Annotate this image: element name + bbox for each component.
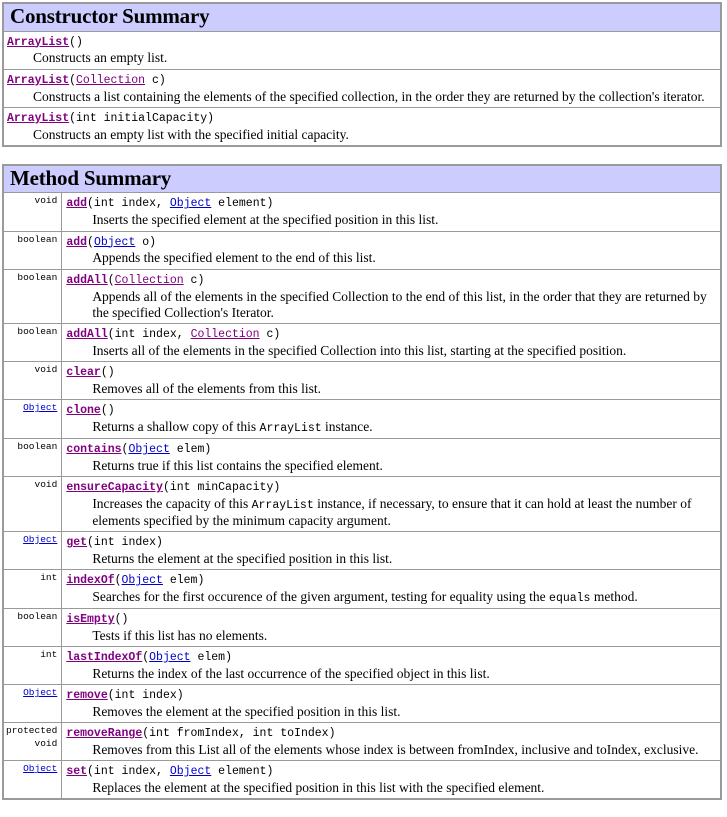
method-row (3, 362, 721, 400)
return-type-text: void (34, 479, 58, 491)
method-signature (66, 404, 114, 417)
constructor-entry (3, 107, 721, 146)
method-rows (3, 193, 721, 800)
member-name-link[interactable]: addAll (66, 273, 108, 287)
description-text: Removes all of the elements from this list. (92, 381, 322, 397)
method-row (3, 231, 721, 269)
signature-text: (int initialCapacity) (69, 111, 215, 125)
member-description (66, 666, 717, 682)
member-name-link[interactable]: indexOf (66, 574, 115, 588)
signature-text: c) (183, 273, 205, 287)
method-detail-cell (62, 438, 721, 476)
constructor-row (3, 69, 721, 107)
signature-text: element) (211, 197, 274, 211)
description-text: Removes the element at the specified position in this list. (92, 704, 401, 720)
member-name-link[interactable]: contains (66, 442, 122, 456)
method-detail-cell (62, 723, 721, 761)
method-detail-cell (62, 685, 721, 723)
member-name-link[interactable]: ArrayList (7, 111, 70, 125)
method-row (3, 761, 721, 800)
method-row (3, 323, 721, 361)
member-description (66, 381, 717, 397)
constructor-row (3, 107, 721, 146)
member-name-link[interactable]: clone (66, 404, 101, 418)
member-description (66, 589, 717, 606)
method-signature (7, 74, 166, 87)
return-type-cell (3, 323, 62, 361)
constructor-rows (3, 31, 721, 146)
member-name-link[interactable]: isEmpty (66, 612, 115, 626)
method-row (3, 570, 721, 609)
member-name-link[interactable]: lastIndexOf (66, 650, 143, 664)
member-name-link[interactable]: clear (66, 366, 101, 380)
param-type-link[interactable]: Object (169, 765, 212, 779)
method-detail-cell (62, 570, 721, 609)
method-row (3, 685, 721, 723)
description-text: Appends the specified element to the end of this list. (92, 250, 376, 266)
method-signature (66, 443, 211, 456)
method-signature (7, 36, 83, 49)
description-text: Constructs an empty list with the specified initial capacity. (33, 126, 349, 142)
description-text: Appends all of the elements in the specified Collection to the end of this list, in the order that they are returned by the specified Collection's Iterator. (92, 288, 707, 320)
member-description (66, 419, 717, 436)
method-signature (66, 366, 114, 379)
member-description (66, 250, 717, 266)
param-type-link[interactable]: Object (128, 442, 170, 456)
signature-text: ) (76, 35, 83, 49)
method-row (3, 438, 721, 476)
signature-text: (int index, (87, 765, 170, 779)
method-signature (66, 574, 204, 587)
return-type-link[interactable]: Object (23, 687, 58, 699)
method-row (3, 608, 721, 646)
member-name-link[interactable]: ensureCapacity (66, 481, 163, 495)
signature-text: ( (69, 73, 77, 87)
member-name-link[interactable]: addAll (66, 327, 108, 341)
inline-code: ArrayList (251, 499, 314, 513)
return-type-cell (3, 608, 62, 646)
param-type-link[interactable]: Collection (76, 73, 146, 87)
return-type-text: boolean (17, 610, 58, 622)
member-description (66, 628, 717, 644)
method-detail-cell (62, 646, 721, 684)
constructor-row (3, 31, 721, 69)
description-text: Constructs an empty list. (33, 50, 168, 66)
method-row (3, 532, 721, 570)
signature-text: ( (142, 650, 150, 664)
signature-text: (int index, (107, 327, 191, 341)
inline-code: ArrayList (259, 422, 322, 436)
constructor-summary-banner-row (3, 3, 721, 31)
method-detail-cell (62, 323, 721, 361)
member-name-link[interactable]: remove (66, 689, 108, 703)
return-type-cell (3, 400, 62, 439)
return-type-cell (3, 532, 62, 570)
method-signature (7, 112, 214, 125)
signature-text: (int minCapacity) (162, 481, 281, 495)
return-type-cell (3, 231, 62, 269)
return-type-cell (3, 193, 62, 231)
method-row (3, 723, 721, 761)
member-description (66, 742, 717, 758)
constructor-summary-title: Constructor Summary (3, 3, 721, 31)
param-type-link[interactable]: Collection (114, 273, 184, 287)
member-description (66, 458, 717, 474)
method-detail-cell (62, 193, 721, 231)
return-type-text: protected void (6, 725, 58, 750)
signature-text: (int index) (87, 536, 163, 549)
member-name-link[interactable]: add (66, 197, 88, 211)
signature-text: elem) (190, 650, 232, 664)
return-type-cell (3, 685, 62, 723)
signature-text: (int index) (107, 689, 184, 703)
signature-text: elem) (162, 574, 205, 588)
return-type-cell (3, 477, 62, 532)
return-type-cell (3, 570, 62, 609)
method-signature (66, 765, 273, 778)
description-text: Replaces the element at the specified position in this list with the specified element. (92, 780, 545, 796)
description-text: Tests if this list has no elements. (92, 627, 268, 643)
member-description (7, 89, 717, 105)
method-signature (66, 274, 204, 287)
method-signature (66, 536, 163, 549)
method-row (3, 646, 721, 684)
member-description (66, 496, 717, 529)
return-type-text: void (34, 364, 58, 376)
return-type-cell (3, 723, 62, 761)
member-description (7, 127, 717, 143)
method-row (3, 193, 721, 231)
param-type-link[interactable]: Object (121, 574, 163, 588)
signature-text: ( (121, 442, 129, 456)
return-type-link[interactable]: Object (23, 534, 58, 545)
method-detail-cell (62, 761, 721, 800)
return-type-text: boolean (17, 271, 58, 283)
signature-text: element) (211, 765, 274, 779)
return-type-cell (3, 761, 62, 800)
description-text: Inserts the specified element at the specified position in this list. (92, 212, 439, 228)
param-type-link[interactable]: Object (169, 197, 212, 211)
return-type-text: boolean (17, 440, 58, 452)
method-row (3, 477, 721, 532)
return-type-link[interactable]: Object (23, 763, 58, 775)
constructor-entry (3, 31, 721, 69)
method-signature (66, 689, 183, 702)
description-text: Returns a shallow copy of this (92, 419, 260, 435)
constructor-summary-table (2, 2, 722, 147)
member-description (66, 704, 717, 720)
description-text: Returns the element at the specified position in this list. (92, 550, 393, 566)
member-description (7, 50, 717, 66)
description-text: Increases the capacity of this (92, 496, 252, 512)
signature-text: () (100, 404, 115, 418)
return-type-text: boolean (17, 233, 58, 245)
description-text: Returns true if this list contains the specified element. (92, 457, 383, 473)
signature-text: ( (87, 235, 94, 249)
signature-text: elem) (169, 442, 212, 456)
method-row (3, 269, 721, 323)
member-name-link[interactable]: removeRange (66, 727, 143, 741)
member-name-link[interactable]: set (66, 765, 88, 779)
method-detail-cell (62, 231, 721, 269)
return-type-text: boolean (17, 325, 58, 337)
method-signature (66, 236, 156, 249)
param-type-link[interactable]: Collection (190, 327, 260, 341)
method-detail-cell (62, 269, 721, 323)
description-text: instance. (321, 419, 373, 435)
method-detail-cell (62, 608, 721, 646)
return-type-cell (3, 646, 62, 684)
return-type-cell (3, 269, 62, 323)
table-spacer (2, 147, 722, 164)
constructor-entry (3, 69, 721, 107)
description-text: Inserts all of the elements in the specified Collection into this list, starting at the specified position. (92, 342, 627, 358)
member-description (66, 780, 717, 796)
inline-code: equals (549, 592, 591, 606)
method-detail-cell (62, 532, 721, 570)
method-summary-table (2, 164, 722, 801)
description-text: Removes from this List all of the elements whose index is between fromIndex, inclusive and toIndex, exclusive. (92, 742, 699, 758)
signature-text: ( (114, 574, 122, 588)
method-summary-banner-row (3, 165, 721, 193)
param-type-link[interactable]: Object (93, 235, 136, 249)
return-type-link[interactable]: Object (23, 402, 58, 414)
signature-text: o) (135, 235, 157, 249)
return-type-cell (3, 362, 62, 400)
return-type-text: int (40, 648, 58, 660)
signature-text: (int index, (87, 197, 170, 211)
method-detail-cell (62, 477, 721, 532)
method-signature (66, 481, 280, 494)
return-type-text: int (40, 572, 58, 584)
description-text: Returns the index of the last occurrence of the specified object in this list. (92, 665, 490, 681)
signature-text: (int fromIndex, int toIndex) (142, 727, 336, 741)
member-name-link[interactable]: add (66, 235, 88, 249)
signature-text: () (100, 366, 115, 380)
description-text: Constructs a list containing the elements of the specified collection, in the order they are returned by the collection's iterator. (33, 88, 705, 104)
signature-text: ( (69, 35, 77, 49)
signature-text: c) (259, 327, 281, 341)
member-description (66, 343, 717, 359)
description-text: instance, if necessary, to ensure that it can hold at least the number of elements specified by the minimum capacity argument. (92, 496, 692, 528)
method-row (3, 400, 721, 439)
member-description (66, 289, 717, 321)
method-summary-title: Method Summary (3, 165, 721, 193)
description-text: method. (590, 589, 638, 605)
method-detail-cell (62, 400, 721, 439)
member-name-link[interactable]: get (66, 536, 88, 549)
param-type-link[interactable]: Object (149, 650, 191, 664)
method-signature (66, 651, 232, 664)
signature-text: () (114, 612, 129, 626)
method-signature (66, 328, 280, 341)
member-description (66, 551, 717, 567)
method-detail-cell (62, 362, 721, 400)
signature-text: c) (145, 73, 166, 87)
return-type-text: void (34, 195, 58, 207)
member-name-link[interactable]: ArrayList (7, 73, 70, 87)
member-description (66, 212, 717, 228)
description-text: Searches for the first occurence of the given argument, testing for equality using the (92, 589, 550, 605)
method-signature (66, 197, 273, 210)
method-signature (66, 613, 128, 626)
method-signature (66, 727, 335, 740)
return-type-cell (3, 438, 62, 476)
member-name-link[interactable]: ArrayList (7, 35, 70, 49)
signature-text: ( (107, 273, 115, 287)
